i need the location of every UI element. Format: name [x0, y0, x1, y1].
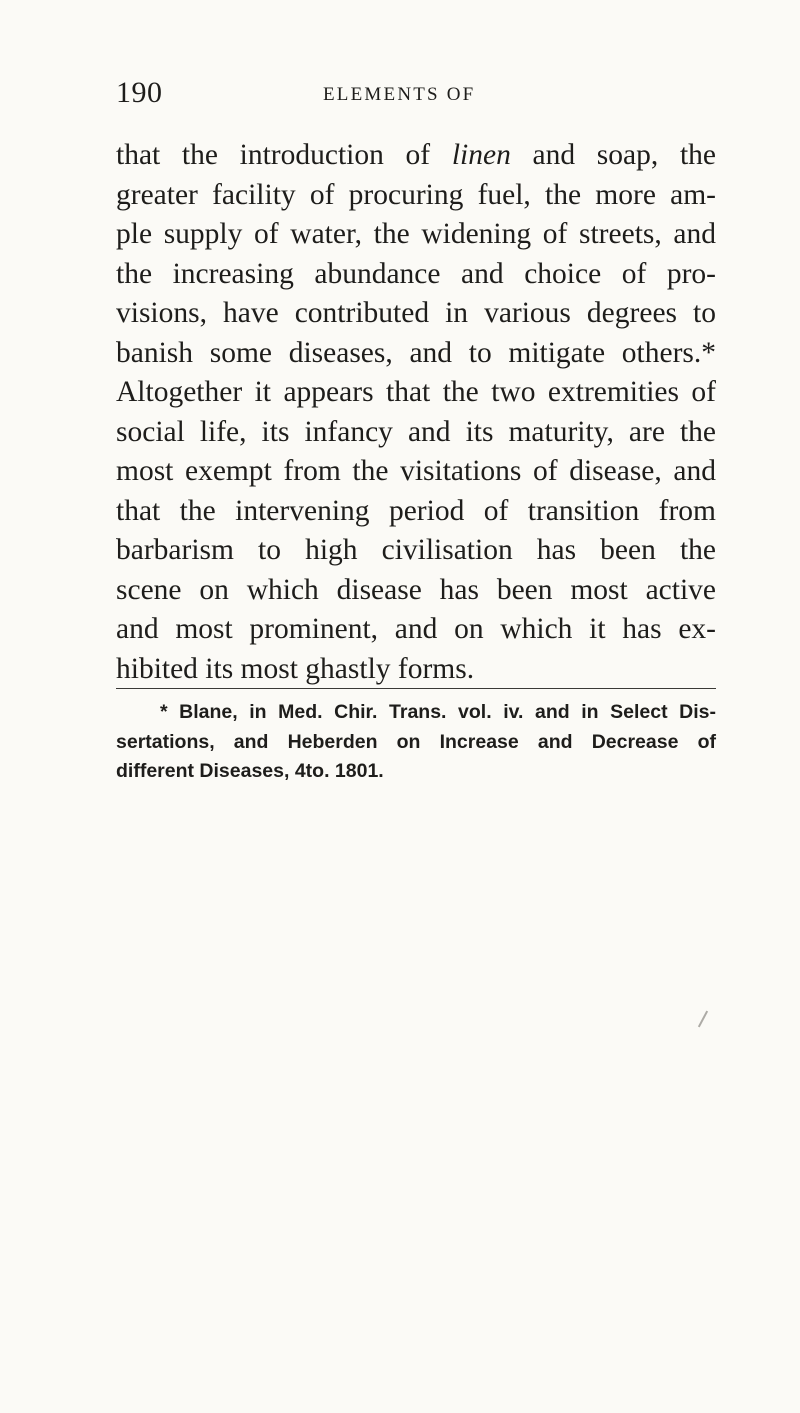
text-line-start: that the introduction of: [116, 139, 452, 171]
stray-ink-mark: [698, 1011, 708, 1028]
footnote-line: sertations, and Heberden on Increase and Decrease of: [116, 730, 716, 753]
text-line-end: and soap, the: [510, 139, 716, 171]
footnote-divider: [116, 688, 716, 689]
text-line: banish some diseases, and to mitigate others.*: [116, 336, 716, 369]
page-number: 190: [116, 76, 163, 109]
text-line: greater facility of procuring fuel, the more am-: [116, 178, 716, 211]
text-line: social life, its infancy and its maturity, are the: [116, 415, 716, 448]
running-head: [116, 76, 716, 116]
text-line: hibited its most ghastly forms.: [116, 652, 475, 685]
text-line: ple supply of water, the widening of streets, and: [116, 218, 716, 250]
footnote-line: different Diseases, 4to. 1801.: [116, 760, 384, 782]
footnote-line: * Blane, in Med. Chir. Trans. vol. iv. and in Select Dis-: [160, 701, 716, 723]
text-line: Altogether it appears that the two extremities of: [116, 376, 716, 408]
text-line: the increasing abundance and choice of pro-: [116, 257, 716, 290]
text-line: that the intervening period of transition from: [116, 494, 716, 527]
body-paragraph: [116, 136, 716, 689]
footnote: [116, 698, 716, 787]
text-line: scene on which disease has been most active: [116, 573, 716, 606]
text-line: visions, have contributed in various degrees to: [116, 297, 716, 329]
text-line: barbarism to high civilisation has been the: [116, 534, 716, 566]
text-line: and most prominent, and on which it has ex-: [116, 613, 716, 645]
italic-word-linen: linen: [451, 139, 511, 171]
text-line: most exempt from the visitations of disease, and: [116, 455, 716, 487]
running-title: ELEMENTS OF: [323, 84, 476, 105]
text-line: [116, 136, 716, 176]
